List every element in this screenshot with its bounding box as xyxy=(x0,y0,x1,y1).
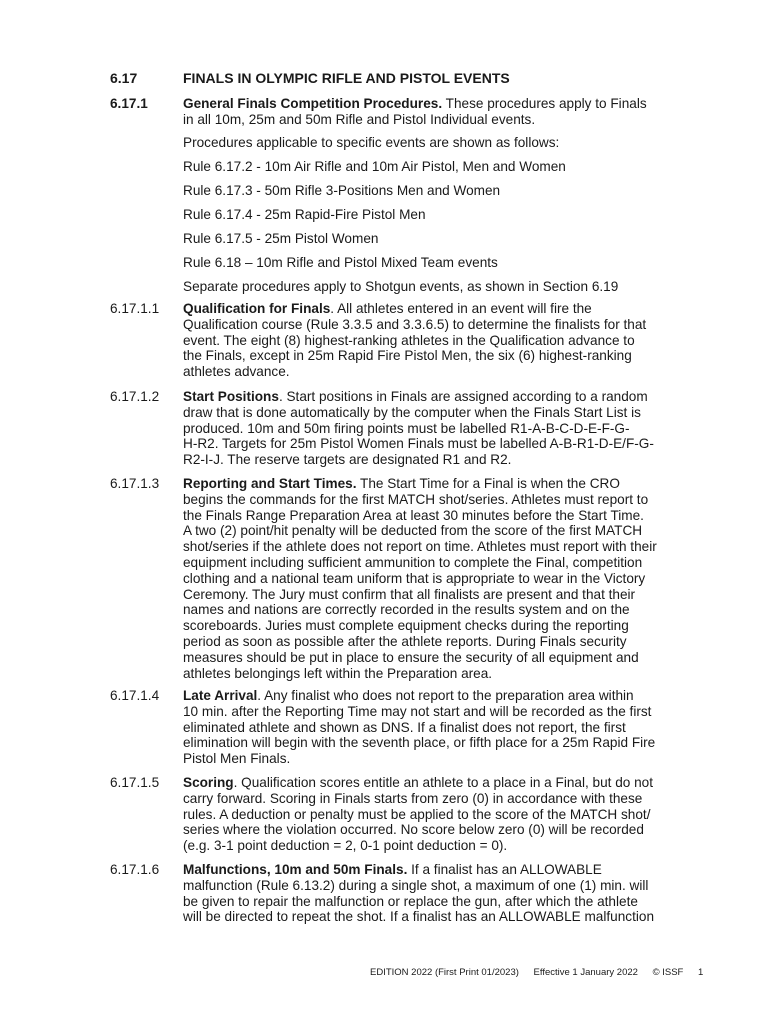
section-number: 6.17 xyxy=(110,70,138,86)
rule-lead: General Finals Competition Procedures. xyxy=(183,96,443,111)
rule-lead: Reporting and Start Times. xyxy=(183,476,357,491)
rule-number: 6.17.1 xyxy=(110,96,148,111)
rule-reference: Rule 6.17.3 - 50m Rifle 3-Positions Men and Women xyxy=(183,183,501,198)
rule-number: 6.17.1.1 xyxy=(110,301,160,316)
rule-text: Start Positions. Start positions in Finals are assigned according to a random draw that is done automatically by the computer when the Finals Start List is produced. 10m and 50m firing points must be labelled R1-A-B-C-D-E-F-G- H-R2. Targets for 25m Pistol Women Finals must be labelled A-B-R1-D-E/F-G- R2-I-J. The reserve targets are designated R1 and R2. xyxy=(183,389,654,468)
rule-text: Scoring. Qualification scores entitle an athlete to a place in a Final, but do not carry forward. Scoring in Finals starts from zero (0) in accordance with these rules. A deduction or penalty must be applied to the score of the MATCH shot/ series where the violation occurred. No score below zero (0) will be recorded (e.g. 3-1 point deduction = 2, 0-1 point deduction = 0). xyxy=(183,775,654,854)
rule-number: 6.17.1.5 xyxy=(110,775,160,790)
rule-lead: Start Positions xyxy=(183,389,279,404)
rule-text xyxy=(183,96,723,128)
rule-number: 6.17.1.2 xyxy=(110,389,160,404)
rule-reference: Rule 6.18 – 10m Rifle and Pistol Mixed Team events xyxy=(183,255,498,270)
rule-lead: Scoring xyxy=(183,775,234,790)
effective-date: Effective 1 January 2022 xyxy=(533,967,638,978)
section-title: FINALS IN OLYMPIC RIFLE AND PISTOL EVENTS xyxy=(183,70,510,86)
copyright-text: © ISSF xyxy=(652,967,684,978)
rule-number: 6.17.1.4 xyxy=(110,688,160,703)
rule-text: Qualification for Finals. All athletes entered in an event will fire the Qualification course (Rule 3.3.5 and 3.3.6.5) to determine the finalists for that event. The eight (8) highest-ranking athletes in the Qualification advance to the Finals, except in 25m Rapid Fire Pistol Men, the six (6) highest-ranking athletes advance. xyxy=(183,301,647,380)
rule-text: Malfunctions, 10m and 50m Finals. If a finalist has an ALLOWABLE malfunction (Rule 6.13.2) during a single shot, a maximum of one (1) min. will be given to repair the malfunction or replace the gun, after which the athlete will be directed to repeat the shot. If a finalist has an ALLOWABLE malfunction xyxy=(183,862,655,925)
rule-text: Reporting and Start Times. The Start Time for a Final is when the CRO begins the commands for the first MATCH shot/series. Athletes must report to the Finals Range Preparation Area at least 30 minutes before the Start Time. A two (2) point/hit penalty will be deducted from the score of the first MATCH shot/series if the athlete does not report on time. Athletes must report with their equipment including sufficient ammunition to complete the Final, competition clothing and a national team uniform that is appropriate to wear in the Victory Ceremony. The Jury must confirm that all finalists are present and that their names and nations are correctly recorded in the results system and on the scoreboards. Juries must complete equipment checks during the reporting period as soon as possible after the athlete reports. During Finals security measures should be put in place to ensure the security of all equipment and athletes belongings left within the Preparation area. xyxy=(183,476,657,681)
page-footer xyxy=(370,967,703,979)
rule-number: 6.17.1.6 xyxy=(110,862,160,877)
rule-lead: Malfunctions, 10m and 50m Finals. xyxy=(183,862,408,877)
rule-line: in all 10m, 25m and 50m Rifle and Pistol Individual events. xyxy=(183,111,536,127)
edition-text: EDITION 2022 (First Print 01/2023) xyxy=(370,967,519,978)
rule-reference: Rule 6.17.5 - 25m Pistol Women xyxy=(183,231,379,246)
procedures-intro: Procedures applicable to specific events are shown as follows: xyxy=(183,135,560,150)
rule-text: Late Arrival. Any finalist who does not report to the preparation area within 10 min. after the Reporting Time may not start and will be recorded as the first eliminated athlete and shown as DNS. If a finalist does not report, the first elimination will begin with the seventh place, or fifth place for a 25m Rapid Fire Pistol Men Finals. xyxy=(183,688,656,767)
shotgun-note: Separate procedures apply to Shotgun events, as shown in Section 6.19 xyxy=(183,279,619,294)
rule-number: 6.17.1.3 xyxy=(110,476,160,491)
rule-lead: Late Arrival xyxy=(183,688,258,703)
rule-reference: Rule 6.17.4 - 25m Rapid-Fire Pistol Men xyxy=(183,207,426,222)
page-number: 1 xyxy=(697,967,704,978)
rule-line: General Finals Competition Procedures. These procedures apply to Finals xyxy=(183,96,647,111)
rule-lead: Qualification for Finals xyxy=(183,301,331,316)
rule-reference: Rule 6.17.2 - 10m Air Rifle and 10m Air Pistol, Men and Women xyxy=(183,159,566,174)
